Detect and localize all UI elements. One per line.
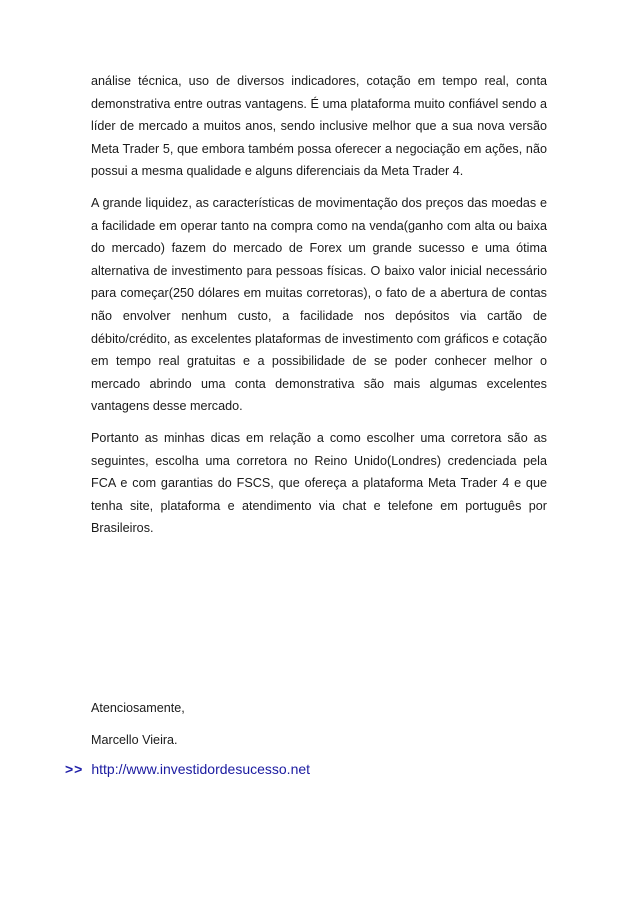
footer-link-row [65,759,310,779]
paragraph-trading-platform: análise técnica, uso de diversos indicadores, cotação em tempo real, conta demonstrativa entre outras vantagens. É uma plataforma muito confiável sendo a líder de mercado a muitos anos, sendo inclusive melhor que a sua nova versão Meta Trader 5, que embora também possa oferecer a negociação em ações, não possui a mesma qualidade e alguns diferenciais da Meta Trader 4. [91,74,547,179]
closing-greeting: Atenciosamente, [91,701,185,715]
paragraph-broker-tips: Portanto as minhas dicas em relação a como escolher uma corretora são as seguintes, escolha uma corretora no Reino Unido(Londres) credenciada pela FCA e com garantias do FSCS, que ofereça a plataforma Meta Trader 4 e que tenha site, plataforma e atendimento via chat e telefone em português por Brasileiros. [91,430,547,536]
double-arrow-icon: >> [65,761,84,777]
signature: Marcello Vieira. [91,733,178,747]
paragraph-forex-advantages: A grande liquidez, as características de movimentação dos preços das moedas e a facilidade em operar tanto na compra como na venda(ganho com alta ou baixa do mercado) fazem do mercado de Forex um grande sucesso e uma ótima alternativa de investimento para pessoas físicas. O baixo valor inicial necessário para começar(250 dólares em muitas corretoras), o fato de a abertura de contas não envolver nenhum custo, a facilidade nos depósitos via cartão de débito/crédito, as excelentes plataformas de investimento com gráficos e cotação em tempo real gratuitas e a possibilidade de se poder conhecer melhor o mercado abrindo uma conta demonstrativa são mais algumas excelentes vantagens desse mercado. [91,195,547,414]
website-link[interactable]: http://www.investidordesucesso.net [91,761,311,777]
document-body [91,70,547,549]
